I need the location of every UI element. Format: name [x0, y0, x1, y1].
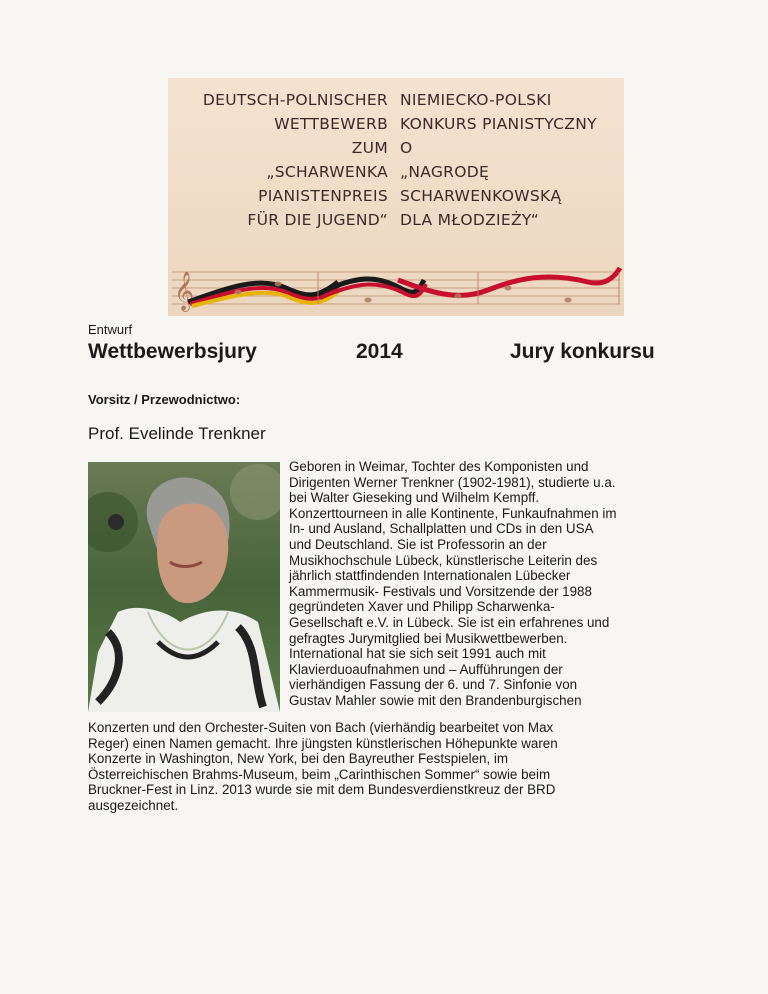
heading-year: 2014	[356, 340, 403, 363]
bio-line: und Deutschland. Sie ist Professorin an der	[289, 536, 547, 552]
banner-de-line: WETTBEWERB	[274, 115, 388, 133]
banner-pl-line: „NAGRODĘ	[400, 163, 490, 181]
bio-line: In- und Ausland, Schallplatten und CDs in den USA	[289, 521, 594, 537]
bio-line: bei Walter Gieseking und Wilhelm Kempff.	[289, 490, 540, 506]
biography-text-right	[289, 459, 679, 709]
biography-text-continued	[88, 720, 688, 814]
bio-line: Reger) einen Namen gemacht. Ihre jüngsten künstlerischen Höhepunkte waren	[88, 735, 558, 751]
banner-pl-line: SCHARWENKOWSKĄ	[400, 187, 562, 205]
bio-line: Gesellschaft e.V. in Lübeck. Sie ist ein erfahrenes und	[289, 614, 610, 630]
banner-de-line: „SCHARWENKA	[266, 163, 388, 181]
bio-line: Klavierduoaufnahmen und – Aufführungen der	[289, 661, 563, 677]
banner-pl-line: DLA MŁODZIEŻY“	[400, 211, 540, 229]
banner-pl-line: KONKURS PIANISTYCZNY	[400, 115, 597, 133]
bio-line: Dirigenten Werner Trenkner (1902-1981), studierte u.a.	[289, 474, 616, 490]
bio-line: Konzerttourneen in alle Kontinente, Funkaufnahmen im	[289, 505, 617, 521]
banner-de-line: ZUM	[351, 139, 388, 157]
banner-pl-line: NIEMIECKO-POLSKI	[400, 91, 552, 109]
bio-line: Konzerten und den Orchester-Suiten von Bach (vierhändig bearbeitet von Max	[88, 720, 554, 735]
chair-label: Vorsitz / Przewodnictwo:	[88, 392, 241, 407]
banner-polish-title	[400, 88, 597, 232]
banner-de-line: DEUTSCH-POLNISCHER	[202, 91, 388, 109]
banner-de-line: FÜR DIE JUGEND“	[247, 211, 388, 229]
music-staff-logo	[168, 258, 624, 316]
bio-line: Österreichischen Brahms-Museum, beim „Carinthischen Sommer“ sowie beim	[88, 766, 551, 782]
draft-label: Entwurf	[88, 322, 133, 337]
portrait-photo	[88, 462, 280, 712]
competition-banner	[168, 78, 624, 316]
bio-line: ausgezeichnet.	[88, 797, 179, 813]
bio-line: vierhändigen Fassung der 6. und 7. Sinfonie von	[289, 677, 578, 693]
bio-line: Musikhochschule Lübeck, künstlerische Leiterin des	[289, 552, 598, 568]
bio-line: gefragtes Jurymitglied bei Musikwettbewerben.	[289, 630, 568, 646]
bio-line: Kammermusik- Festivals und Vorsitzende der 1988	[289, 583, 592, 599]
bio-line: Geboren in Weimar, Tochter des Komponisten und	[289, 459, 589, 474]
bio-line: International hat sie sich seit 1991 auch mit	[289, 646, 546, 662]
svg-text:𝄞: 𝄞	[174, 271, 195, 311]
bio-line: Konzerte in Washington, New York, bei den Bayreuther Festspielen, im	[88, 751, 509, 767]
heading-jury-polish: Jury konkursu	[510, 340, 655, 363]
banner-de-line: PIANISTENPREIS	[258, 187, 388, 205]
banner-pl-line: O	[400, 139, 413, 157]
heading-jury-german: Wettbewerbsjury	[88, 340, 257, 363]
bio-line: Gustav Mahler sowie mit den Brandenburgischen	[289, 692, 582, 708]
person-name: Prof. Evelinde Trenkner	[88, 424, 266, 443]
bio-line: Bruckner-Fest in Linz. 2013 wurde sie mit dem Bundesverdienstkreuz der BRD	[88, 782, 556, 798]
bio-line: gegründeten Xaver und Philipp Scharwenka-	[289, 599, 555, 615]
bio-line: jährlich stattfindenden Internationalen Lübecker	[289, 568, 571, 584]
banner-german-title	[203, 88, 388, 232]
